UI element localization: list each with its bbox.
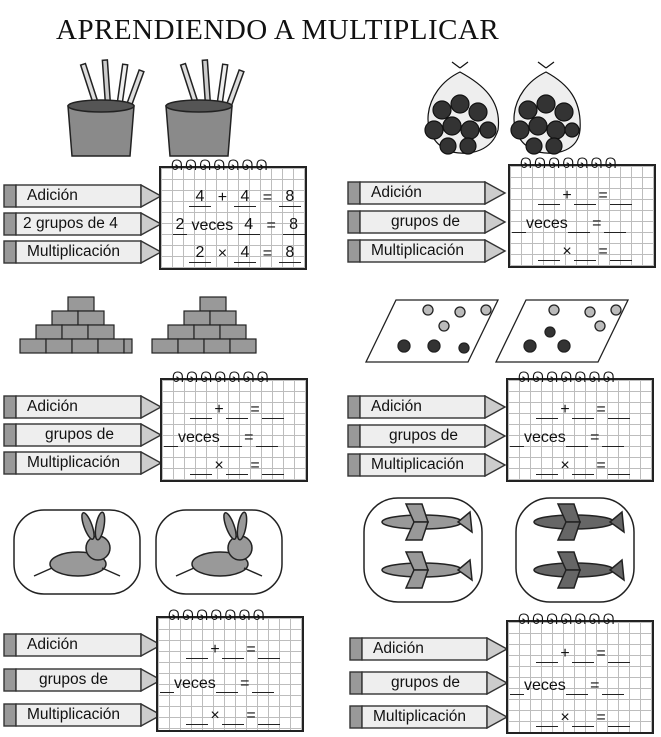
blank-input[interactable] [608,400,630,419]
blank-input[interactable] [536,456,558,475]
page-title: APRENDIENDO A MULTIPLICAR [56,14,500,46]
multiplication-label: Multiplicación [27,706,121,723]
mult-result[interactable]: 8 [279,244,301,263]
pencil-multiplication-4 [347,453,505,477]
multiplication-label: Multiplicación [371,242,465,259]
veces-result[interactable]: 8 [283,216,305,235]
blank-input[interactable] [536,644,558,663]
blank-input[interactable] [186,706,208,725]
blank-input[interactable] [252,674,274,693]
notepad-1: ᘏᘏᘏᘏᘏᘏᘏ 4 + 4 = 8 2 veces 4 = 8 2 × 4 = 8 [159,166,307,270]
blank-input[interactable] [610,186,632,205]
notepad-4: ᘏᘏᘏᘏᘏᘏᘏ + = veces = × = [506,378,654,482]
pencil-groups-5 [3,668,161,692]
veces-b[interactable]: 4 [238,216,260,235]
blank-input[interactable] [568,214,590,233]
blank-input[interactable] [566,428,588,447]
veces-label: veces [174,675,216,692]
addition-label: Adición [27,398,78,415]
pencil-multiplication-6 [349,705,507,729]
blank-input[interactable] [510,676,524,695]
veces-label: veces [178,429,220,446]
pencil-groups-2 [347,210,505,234]
blank-input[interactable] [572,400,594,419]
blank-input[interactable] [258,640,280,659]
addition-label: Adición [371,398,422,415]
blank-input[interactable] [510,428,524,447]
addition-result[interactable]: 8 [279,188,301,207]
blank-input[interactable] [574,186,596,205]
blank-input[interactable] [226,456,248,475]
flower-tiles-illustration [364,296,636,373]
veces-label: veces [191,217,234,234]
blank-input[interactable] [538,186,560,205]
groups-label: grupos de [39,671,108,688]
spiral-rings: ᘏᘏᘏᘏᘏᘏᘏ [171,158,270,174]
notepad-5: ᘏᘏᘏᘏᘏᘏᘏ + = veces = × = [156,616,304,732]
pencil-groups-1 [3,212,161,236]
blank-input[interactable] [536,708,558,727]
multiplication-label: Multiplicación [371,456,465,473]
blank-input[interactable] [190,456,212,475]
pencil-addition-5 [3,633,161,657]
blank-input[interactable] [608,644,630,663]
pencil-multiplication-5 [3,703,161,727]
multiplication-label: Multiplicación [373,708,467,725]
addition-label: Adición [27,636,78,653]
mult-a[interactable]: 2 [189,244,211,263]
pencil-addition-4 [347,395,505,419]
blank-input[interactable] [164,428,178,447]
blank-input[interactable] [222,706,244,725]
spiral-rings: ᘏᘏᘏᘏᘏᘏᘏ [518,370,617,386]
rabbits-illustration [12,506,292,603]
pencil-addition-2 [347,181,505,205]
group-size: 4 [109,215,118,232]
blank-input[interactable] [160,674,174,693]
addition-label: Adición [373,640,424,657]
groups-label: grupos de [391,674,460,691]
veces-label: veces [526,215,568,232]
addition-label: Adición [371,184,422,201]
pencil-groups-3 [3,423,161,447]
blank-input[interactable] [258,706,280,725]
notepad-6: ᘏᘏᘏᘏᘏᘏᘏ + = veces = × = [506,620,654,734]
blank-input[interactable] [602,428,624,447]
blank-input[interactable] [262,400,284,419]
blank-input[interactable] [190,400,212,419]
spiral-rings: ᘏᘏᘏᘏᘏᘏᘏ [168,608,267,624]
spiral-rings: ᘏᘏᘏᘏᘏᘏᘏ [172,370,271,386]
blank-input[interactable] [536,400,558,419]
multiplication-label: Multiplicación [27,243,121,260]
airplanes-illustration [362,494,642,611]
pencil-groups-4 [347,424,505,448]
mult-b[interactable]: 4 [234,244,256,263]
groups-label: grupos de [391,213,460,230]
blank-input[interactable] [602,676,624,695]
pencil-cups-illustration [60,58,260,163]
groups-label: grupos de [45,426,114,443]
pencil-addition-6 [349,637,507,661]
veces-label: veces [524,429,566,446]
blank-input[interactable] [608,708,630,727]
pencil-groups-6 [349,671,507,695]
blank-input[interactable] [220,428,242,447]
blank-input[interactable] [572,456,594,475]
blank-input[interactable] [226,400,248,419]
blank-input[interactable] [222,640,244,659]
blank-input[interactable] [610,242,632,261]
pencil-addition-3 [3,395,161,419]
blank-input[interactable] [262,456,284,475]
blank-input[interactable] [256,428,278,447]
apple-bags-illustration [412,60,582,165]
addition-a[interactable]: 4 [189,188,211,207]
pencil-multiplication-2 [347,239,505,263]
veces-label: veces [524,677,566,694]
blank-input[interactable] [572,708,594,727]
spiral-rings: ᘏᘏᘏᘏᘏᘏᘏ [520,156,619,172]
addition-b[interactable]: 4 [234,188,256,207]
spiral-rings: ᘏᘏᘏᘏᘏᘏᘏ [518,612,617,628]
pencil-multiplication-3 [3,451,161,475]
blank-input[interactable] [608,456,630,475]
blank-input[interactable] [512,214,526,233]
blank-input[interactable] [216,674,238,693]
blank-input[interactable] [538,242,560,261]
brick-pyramids-illustration [16,295,276,372]
notepad-2: ᘏᘏᘏᘏᘏᘏᘏ + = veces = × = [508,164,656,268]
blank-input[interactable] [604,214,626,233]
groups-label: grupos de [35,215,105,232]
blank-input[interactable] [574,242,596,261]
addition-label: Adición [27,187,78,204]
blank-input[interactable] [572,644,594,663]
pencil-addition-1 [3,184,161,208]
blank-input[interactable] [566,676,588,695]
groups-label: grupos de [389,427,458,444]
veces-a[interactable]: 2 [173,216,187,235]
blank-input[interactable] [186,640,208,659]
notepad-3: ᘏᘏᘏᘏᘏᘏᘏ + = veces = × = [160,378,308,482]
groups-count: 2 [23,215,32,232]
multiplication-label: Multiplicación [27,454,121,471]
pencil-multiplication-1 [3,240,161,264]
